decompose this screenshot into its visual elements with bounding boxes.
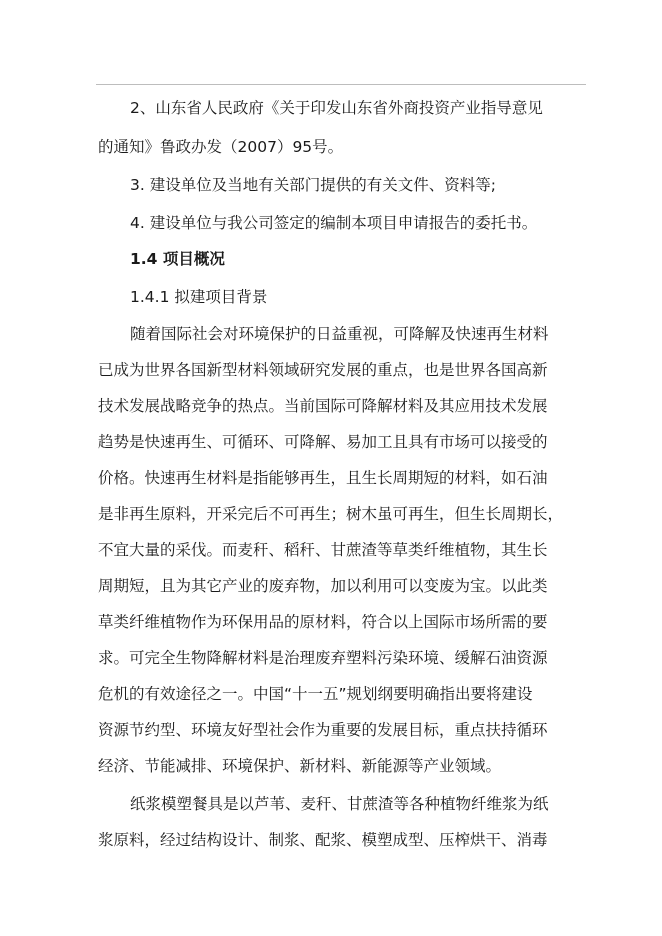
paragraph-1-line: 周期短，且为其它产业的废弃物，加以利用可以变废为宝。以此类	[98, 577, 548, 595]
reference-item-4: 4. 建设单位与我公司签定的编制本项目申请报告的委托书。	[130, 214, 538, 232]
reference-item-3: 3. 建设单位及当地有关部门提供的有关文件、资料等;	[130, 176, 496, 194]
paragraph-2-line: 纸浆模塑餐具是以芦苇、麦秆、甘蔗渣等各种植物纤维浆为纸	[130, 795, 549, 813]
paragraph-1-line: 技术发展战略竞争的热点。当前国际可降解材料及其应用技术发展	[98, 397, 548, 415]
paragraph-1-line: 草类纤维植物作为环保用品的原材料，符合以上国际市场所需的要	[98, 613, 548, 631]
section-heading: 1.4 项目概况	[130, 250, 225, 268]
paragraph-1-line: 是非再生原料，开采完后不可再生；树木虽可再生，但生长周期长，	[98, 505, 564, 523]
paragraph-1-line: 趋势是快速再生、可循环、可降解、易加工且具有市场可以接受的	[98, 433, 548, 451]
paragraph-1-line: 不宜大量的采伐。而麦秆、稻秆、甘蔗渣等草类纤维植物，其生长	[98, 541, 548, 559]
paragraph-1-line: 价格。快速再生材料是指能够再生，且生长周期短的材料，如石油	[98, 469, 548, 487]
paragraph-1-line: 资源节约型、环境友好型社会作为重要的发展目标，重点扶持循环	[98, 721, 548, 739]
paragraph-1-line: 求。可完全生物降解材料是治理废弃塑料污染环境、缓解石油资源	[98, 649, 548, 667]
header-divider	[96, 84, 586, 85]
paragraph-1-line: 已成为世界各国新型材料领域研究发展的重点，也是世界各国高新	[98, 361, 548, 379]
subsection-heading: 1.4.1 拟建项目背景	[130, 288, 268, 306]
paragraph-1-line: 危机的有效途径之一。中国“十一五”规划纲要明确指出要将建设	[98, 685, 533, 703]
paragraph-1-line: 经济、节能减排、环境保护、新材料、新能源等产业领域。	[98, 757, 502, 775]
reference-item-2-line-2: 的通知》鲁政办发（2007）95号。	[98, 138, 344, 156]
paragraph-2-line: 浆原料，经过结构设计、制浆、配浆、模塑成型、压榨烘干、消毒	[98, 831, 548, 849]
paragraph-1-line: 随着国际社会对环境保护的日益重视，可降解及快速再生材料	[130, 325, 549, 343]
reference-item-2-line-1: 2、山东省人民政府《关于印发山东省外商投资产业指导意见	[130, 99, 543, 117]
